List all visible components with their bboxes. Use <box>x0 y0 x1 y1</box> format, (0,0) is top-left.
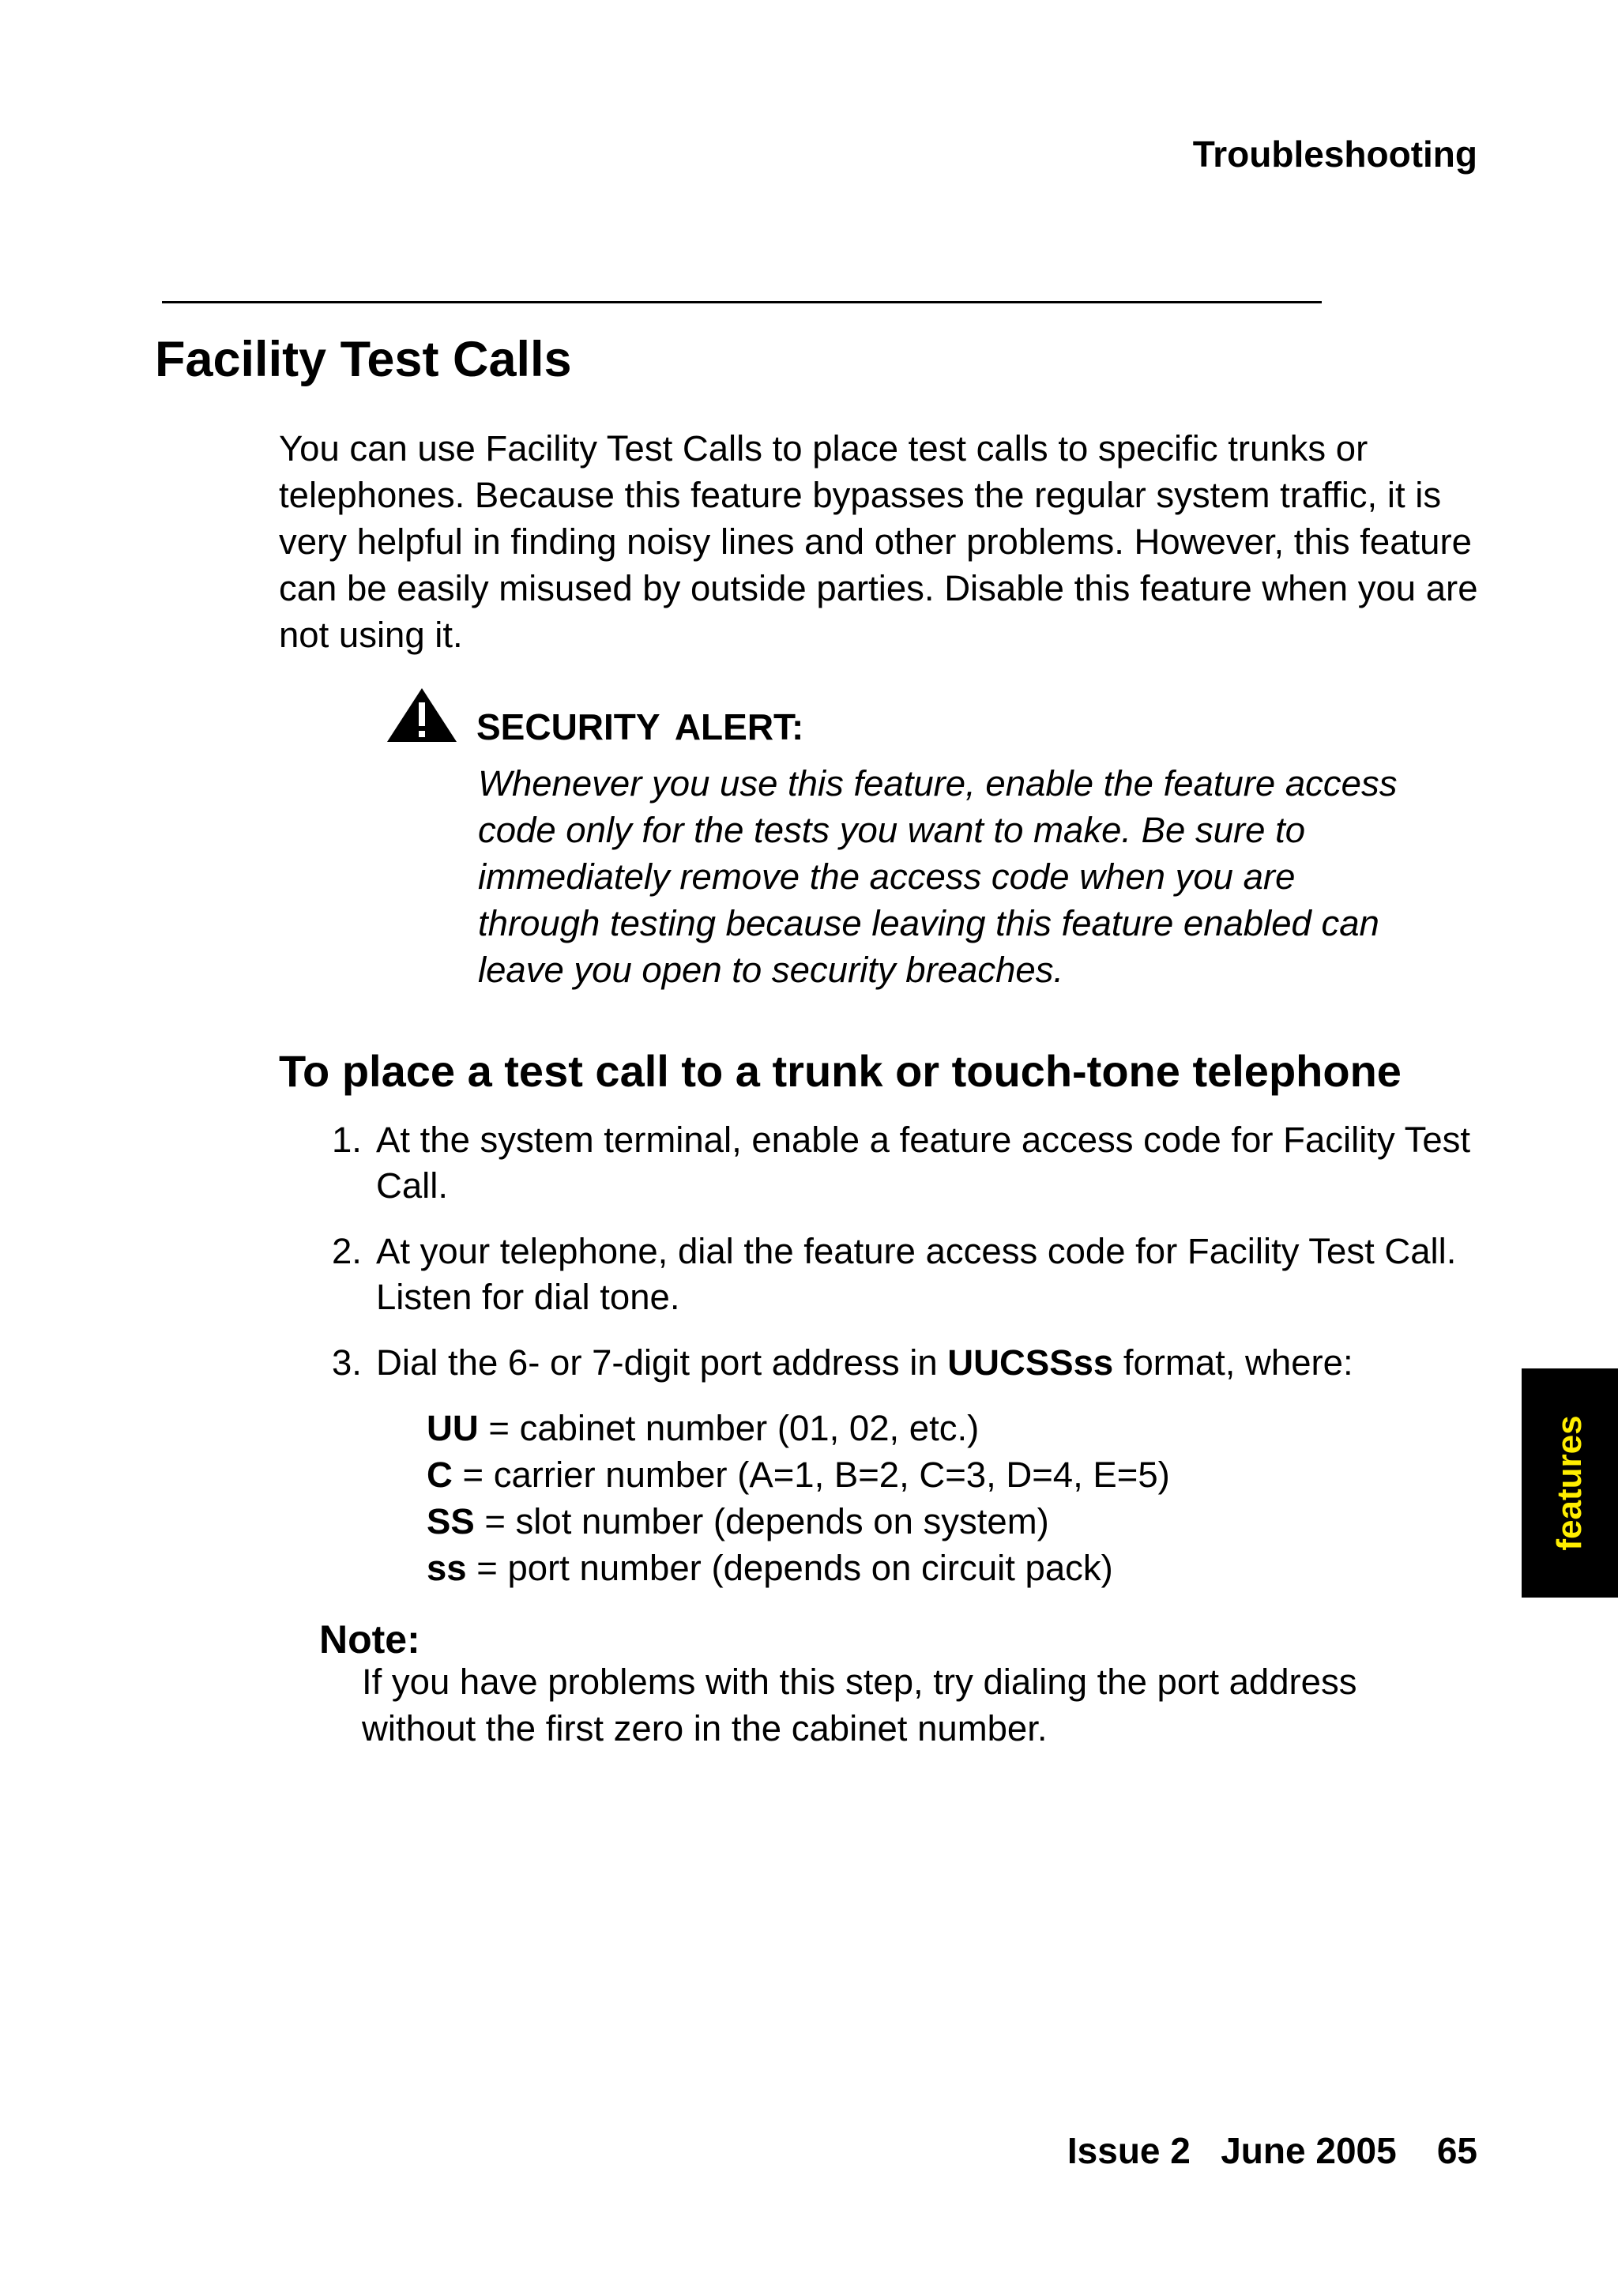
chapter-side-tab <box>1522 1368 1618 1598</box>
footer-date: June 2005 <box>1221 2130 1397 2171</box>
security-alert-text: Whenever you use this feature, enable the feature access code only for the tests you want to make. Be sure to immediately remove the access code when you are through testing because leaving this feature enabled can leave you open to security breaches. <box>478 763 1398 990</box>
step-item <box>332 1117 1517 1209</box>
page-footer <box>1067 2127 1477 2174</box>
step-number: 1. <box>332 1120 362 1160</box>
step-number: 3. <box>332 1342 362 1383</box>
definition-description: = cabinet number (01, 02, etc.) <box>478 1408 980 1448</box>
running-head: Troubleshooting <box>1192 134 1477 175</box>
step-item <box>332 1229 1517 1320</box>
definition-description: = slot number (depends on system) <box>474 1501 1049 1541</box>
chapter-side-tab-label: features <box>1550 1415 1589 1551</box>
step-text: At the system terminal, enable a feature access code for Facility Test Call. <box>376 1120 1471 1206</box>
definition-term: SS <box>427 1501 475 1541</box>
definition-description: = port number (depends on circuit pack) <box>466 1548 1113 1588</box>
step-item <box>332 1340 1517 1386</box>
definition-row <box>427 1545 1170 1591</box>
page-title: Facility Test Calls <box>155 332 572 387</box>
note-text: If you have problems with this step, try dialing the port address without the first zero in the cabinet number. <box>362 1662 1357 1748</box>
step-text: At your telephone, dial the feature access code for Facility Test Call. Listen for dial tone. <box>376 1231 1457 1317</box>
note-label: Note: <box>319 1617 420 1662</box>
port-address-format: UUCSSss <box>947 1342 1114 1383</box>
step-text: format, where: <box>1113 1342 1353 1383</box>
procedure-steps <box>332 1117 1517 1406</box>
definition-term: ss <box>427 1548 467 1588</box>
procedure-heading: To place a test call to a trunk or touch-tone telephone <box>279 1046 1402 1096</box>
footer-issue: Issue 2 <box>1067 2130 1191 2171</box>
intro-paragraph: You can use Facility Test Calls to place test calls to specific trunks or telephones. Because this feature bypasses the regular system traffic, it is very helpful in finding noisy lines and other problems. However, this feature can be easily misused by outside parties. Disable this feature when you are not using it. <box>279 428 1478 655</box>
security-alert-heading: SECURITY ALERT: <box>476 706 804 747</box>
definition-term: C <box>427 1455 453 1495</box>
definition-row <box>427 1405 1170 1451</box>
page-number: 65 <box>1436 2130 1477 2171</box>
definition-term: UU <box>427 1408 479 1448</box>
step-text: Dial the 6- or 7-digit port address in <box>376 1342 948 1383</box>
port-address-definitions <box>427 1405 1170 1591</box>
section-divider <box>162 301 1322 303</box>
warning-triangle-icon <box>386 687 458 743</box>
definition-description: = carrier number (A=1, B=2, C=3, D=4, E=5) <box>452 1455 1170 1495</box>
step-number: 2. <box>332 1231 362 1271</box>
definition-row <box>427 1451 1170 1498</box>
definition-row <box>427 1498 1170 1545</box>
